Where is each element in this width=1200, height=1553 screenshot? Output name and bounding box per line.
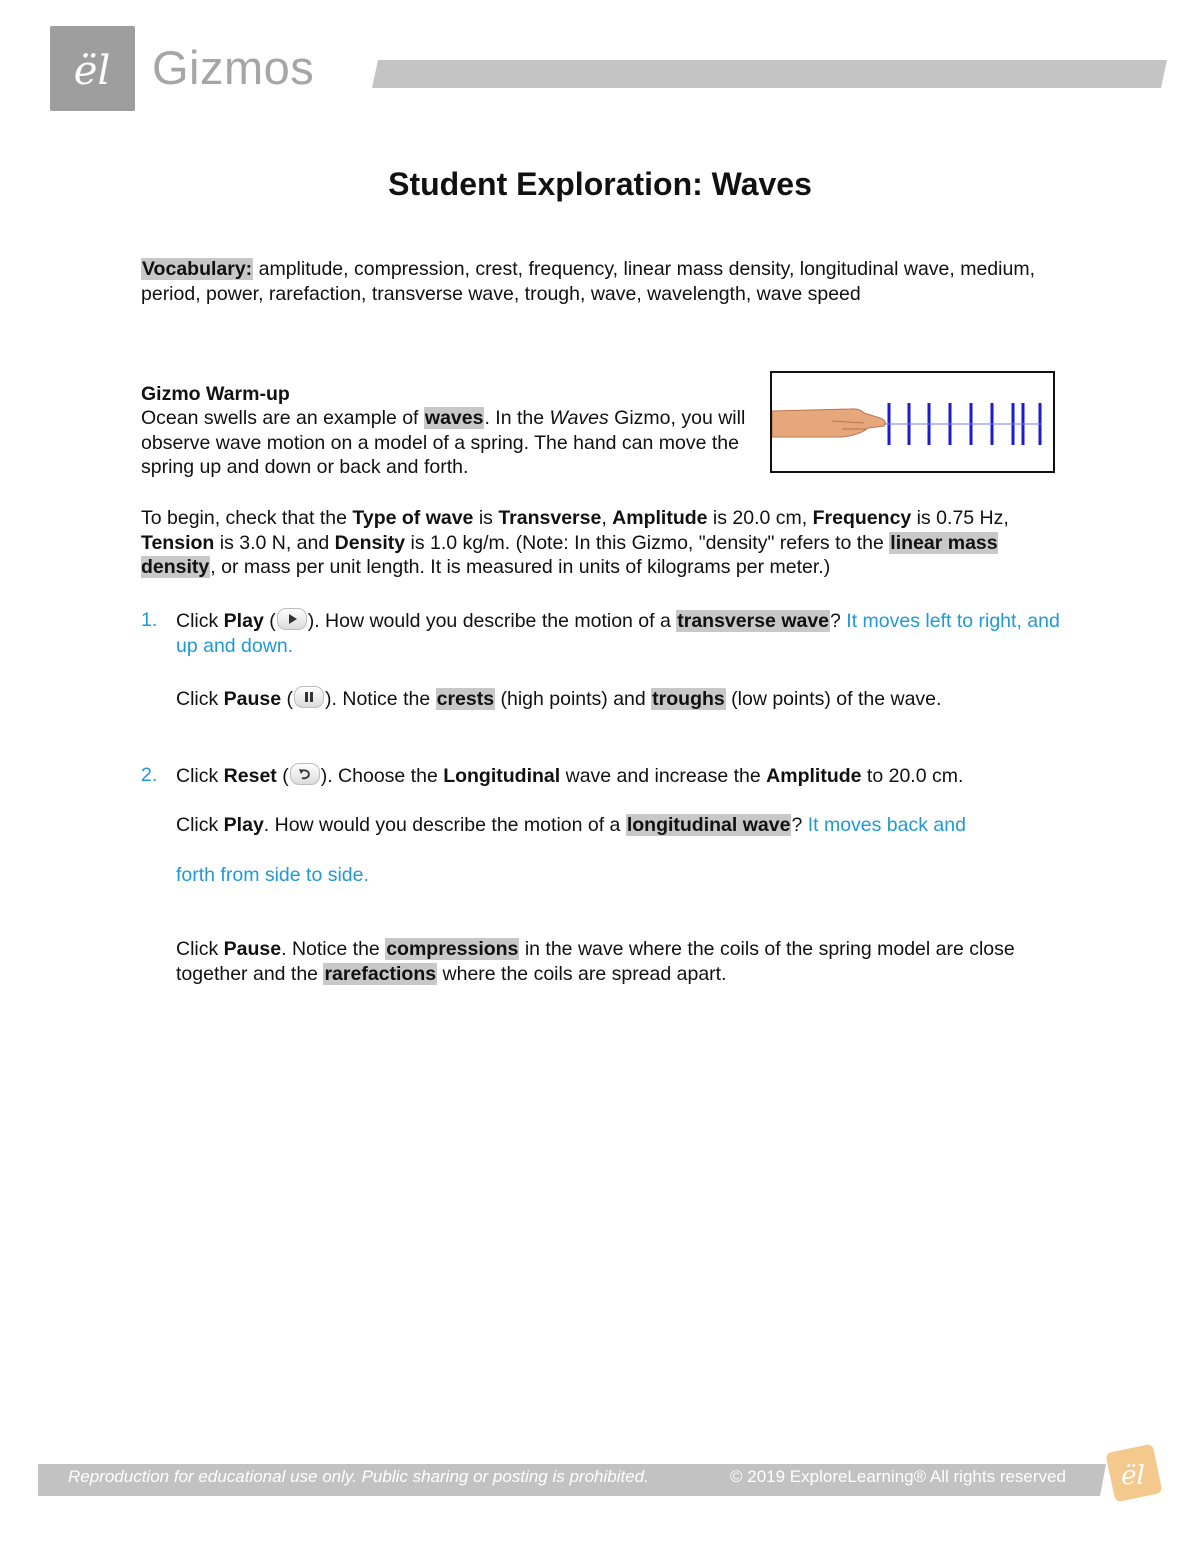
term-longitudinal-wave: longitudinal wave [626,814,791,836]
pause-icon [294,686,324,708]
vocabulary-label: Vocabulary: [142,258,253,280]
svg-text:ël: ël [1121,1461,1145,1491]
question-1-text: Click Play ( ). How would you describe the motion of a transverse wave? It moves left to right, and up and down. [176,610,1060,657]
warmup-paragraph: Ocean swells are an example of waves. In the Waves Gizmo, you will observe wave motion on a model of a spring. The hand can move the spring up and down or back and forth. [141,407,746,478]
footer-copyright: © 2019 ExploreLearning® All rights reserved [730,1467,1066,1486]
begin-paragraph: To begin, check that the Type of wave is Transverse, Amplitude is 20.0 cm, Frequency is 0.75 Hz, Tension is 3.0 N, and Density is 1.0 kg/m. (Note: In this Gizmo, "density" refers to the linear mass density, or mass per unit length. It is measured in units of kilograms per meter.) [141,507,1009,578]
answer-2b: forth from side to side. [176,864,369,886]
term-crests: crests [436,688,495,710]
question-1-number: 1. [141,609,158,631]
question-2-pause-text: Click Pause. Notice the compressions in the wave where the coils of the spring model are close together and the rarefactions where the coils are spread apart. [176,938,1015,985]
term-rarefactions: rarefactions [324,962,437,985]
gizmo-name: Waves [549,407,609,429]
explorelearning-logo [50,26,135,111]
logo-text: ël [73,48,111,94]
page-title: Student Exploration: Waves [388,166,812,202]
answer-2a: It moves back and [807,814,966,836]
term-linear-mass-density: linear mass density [141,531,998,578]
footer-logo [1100,1440,1166,1506]
header-bar [372,60,1167,88]
term-waves: waves [424,407,484,429]
answer-1: It moves left to right, and up and down. [176,610,1060,657]
vocabulary-text: amplitude, compression, crest, frequency, linear mass density, longitudinal wave, medium, period, power, rarefaction, transverse wave, trough, wave, wavelength, wave speed [141,258,1035,305]
warmup-heading: Gizmo Warm-up [141,383,290,405]
question-1-pause-text: Click Pause ( ). Notice the crests (high points) and troughs (low points) of the wave. [176,688,942,710]
question-2-text: Click Reset ( ). Choose the Longitudinal wave and increase the Amplitude to 20.0 cm. [176,765,964,787]
footer-disclaimer: Reproduction for educational use only. Public sharing or posting is prohibited. [68,1467,649,1486]
question-2-play-text: Click Play. How would you describe the motion of a longitudinal wave? It moves back and [176,814,966,836]
question-2-number: 2. [141,764,158,786]
vocabulary-paragraph [141,257,1071,306]
play-icon [277,608,307,630]
spring-hand-illustration [770,371,1055,473]
brand-name: Gizmos [152,41,315,94]
reset-icon [290,763,320,785]
term-type-of-wave: Type of wave [352,507,474,529]
term-compressions: compressions [386,938,519,960]
term-troughs: troughs [652,688,725,710]
term-transverse-wave: transverse wave [677,610,830,632]
